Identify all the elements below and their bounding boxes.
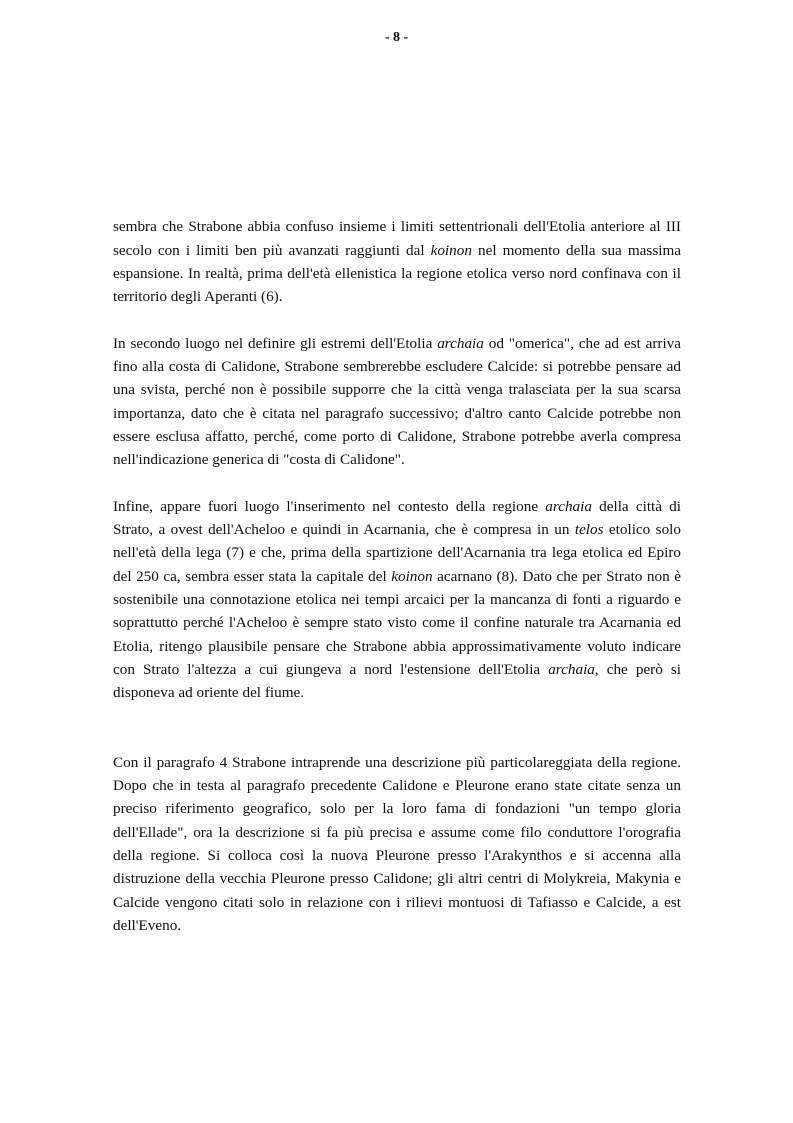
- text-run: sembra che Strabone abbia confuso insieme i limiti settentrionali dell'Etolia anteriore al III secolo con i limiti ben più avanzati raggiunti dal: [113, 218, 681, 259]
- paragraph-2: [113, 308, 681, 471]
- italic-term-telos: telos: [574, 521, 604, 539]
- paragraph-4: [113, 728, 681, 938]
- text-run: acarnano (8). Dato che per Strato non è sostenibile una connotazione etolica nei tempi arcaici per la mancanza di fonti a riguardo e soprattutto perché l'Acheloo è sempre stato visto come il confine naturale tra Acarnania ed Etolia, ritengo plausibile pensare che Strabone abbia approssimativamente voluto indicare con Strato l'altezza a cui giungeva a nord l'estensione dell'Etolia: [113, 567, 681, 678]
- italic-term-koinon: koinon: [391, 567, 433, 585]
- italic-term-archaia: archaia: [548, 660, 595, 678]
- paragraph-1: [113, 192, 681, 308]
- text-run: In secondo luogo nel definire gli estremi dell'Etolia: [113, 334, 438, 352]
- page-number: - 8 -: [384, 30, 409, 45]
- text-run: nel momento della sua massima espansione. In realtà, prima dell'età ellenistica la regione etolica verso nord confinava con il territorio degli Aperanti (6).: [113, 241, 681, 306]
- italic-term-archaia: archaia: [545, 497, 592, 515]
- paragraph-3: [113, 472, 681, 705]
- text-run: della città di Strato, a ovest dell'Acheloo e quindi in Acarnania, che è compresa in un: [113, 497, 681, 539]
- text-run: od "omerica", che ad est arriva fino alla costa di Calidone, Strabone sembrerebbe escludere Calcide: si potrebbe pensare ad una svista, perché non è possibile supporre che la città venga tralasciata per la sua scarsa importanza, dato che è citata nel paragrafo successivo; d'altro canto Calcide potrebbe non essere esclusa affatto, perché, come porto di Calidone, Strabone potrebbe averla compresa nell'indicazione generica di "costa di Calidone".: [113, 334, 682, 469]
- italic-term-koinon: koinon: [430, 241, 472, 259]
- body-text: [113, 192, 681, 937]
- text-run: , che però si disponeva ad oriente del fiume.: [113, 660, 681, 702]
- italic-term-archaia: archaia: [437, 334, 484, 352]
- text-run: Infine, appare fuori luogo l'inserimento nel contesto della regione: [113, 497, 546, 515]
- text-run: etolico solo nell'età della lega (7) e che, prima della spartizione dell'Acarnania tra lega etolica ed Epiro del 250 ca, sembra esser stata la capitale del: [113, 521, 681, 585]
- text-run: Con il paragrafo 4 Strabone intraprende una descrizione più particolareggiata della regione. Dopo che in testa al paragrafo precedente Calidone e Pleurone erano state citate senza un preciso riferimento geografico, solo per la loro fama di fondazioni "un tempo gloria dell'Ellade", ora la descrizione si fa più precisa e assume come filo conduttore l'orografia della regione. Si colloca così la nuova Pleurone presso l'Arakynthos e si accenna alla distruzione della vecchia Pleurone presso Calidone; gli altri centri di Molykreia, Makynia e Calcide vengono citati solo in relazione con i rilievi montuosi di Tafiasso e Calcide, a est dell'Eveno.: [113, 753, 681, 934]
